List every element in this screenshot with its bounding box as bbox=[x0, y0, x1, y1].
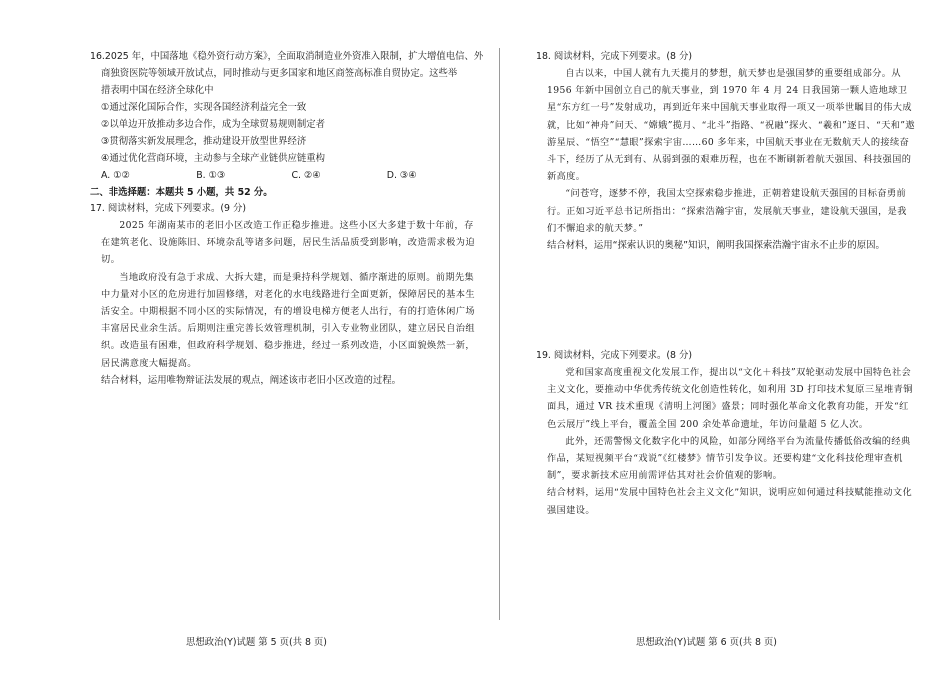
q16-choice-d: D. ③④ bbox=[386, 170, 417, 181]
question-18 bbox=[536, 48, 916, 254]
q17-task: 结合材料，运用唯物辩证法发展的观点，阐述该市老旧小区改造的过程。 bbox=[101, 374, 402, 386]
q16-stem-line-3: 措表明中国在经济全球化中 bbox=[101, 85, 214, 96]
q16-stem-line-2: 商独资医院等领域开放试点，同时推动与更多国家和地区商签高标准自贸协定。这些举 bbox=[101, 68, 458, 79]
right-page bbox=[536, 0, 916, 688]
q18-paragraph-2: “问苍穹，逐梦不停，我国太空探索稳步推进，正朝着建设航天强国的目标奋勇前行。正如习近平总书记所指出：“探索浩瀚宇宙，发展航天事业，建设航天强国，是我们不懈追求的航天梦。” bbox=[547, 188, 907, 234]
q16-choice-b: B. ①③ bbox=[196, 170, 226, 181]
q16-stem-line-1: 16.2025 年，中国落地《稳外资行动方案》，全面取消制造业外资准入限制，扩大增值电信、外 bbox=[90, 51, 484, 62]
q19-task: 结合材料，运用“发展中国特色社会主义文化”知识，说明应如何通过科技赋能推动文化强国建设。 bbox=[547, 487, 913, 516]
page-divider bbox=[499, 48, 500, 620]
section-heading-nonchoice: 二、非选择题：本题共 5 小题，共 52 分。 bbox=[90, 187, 273, 198]
q16-choice-a: A. ①② bbox=[101, 170, 131, 181]
q19-paragraph-1: 党和国家高度重视文化发展工作，提出以“文化＋科技”双轮驱动发展中国特色社会主义文化，要推动中华优秀传统文化创造性转化，如利用 3D 打印技术复原三星堆青铜面具，通过 VR 技术重现《清明上河图》盛景；同时强化革命文化教育功能，开发“红色云展厅”线上平台，覆盖全国 200 余处革命遗址，年访问量超 5 亿人次。 bbox=[547, 367, 913, 430]
q16-statement-2: ②以单边开放推动多边合作，成为全球贸易规则制定者 bbox=[101, 119, 326, 130]
q16-choice-c: C. ②④ bbox=[291, 170, 321, 181]
left-page bbox=[90, 0, 482, 688]
right-page-footer: 思想政治(Y)试题 第 6 页(共 8 页) bbox=[636, 637, 777, 648]
q19-task-wrap bbox=[536, 484, 916, 518]
q19-paragraph-2: 此外，还需警惕文化数字化中的风险，如部分网络平台为流量传播低俗改编的经典作品，某短视频平台“戏说”《红楼梦》情节引发争议。还要构建“文化科技伦理审查机制”，要求新技术应用前需评估其对社会价值观的影响。 bbox=[547, 435, 911, 482]
q17-material bbox=[90, 217, 482, 372]
q18-material bbox=[536, 65, 916, 237]
q17-heading: 17. 阅读材料，完成下列要求。(9 分) bbox=[90, 203, 247, 214]
q17-paragraph-1: 2025 年湖南某市的老旧小区改造工作正稳步推进。这些小区大多建于数十年前，存在建筑老化、设施陈旧、环境杂乱等诸多问题，居民生活品质受到影响，改造需求极为迫切。 bbox=[101, 220, 475, 266]
q16-statement-1: ①通过深化国际合作，实现各国经济利益完全一致 bbox=[101, 102, 307, 113]
question-17 bbox=[90, 200, 482, 389]
q16-statement-4: ④通过优化营商环境，主动参与全球产业链供应链重构 bbox=[101, 153, 326, 164]
question-16 bbox=[90, 48, 482, 184]
q19-heading: 19. 阅读材料，完成下列要求。(8 分) bbox=[536, 350, 693, 361]
q18-heading: 18. 阅读材料，完成下列要求。(8 分) bbox=[536, 51, 693, 62]
q17-paragraph-2: 当地政府没有急于求成、大拆大建，而是秉持科学规划、循序渐进的原则。前期先集中力量对小区的危房进行加固修缮，对老化的水电线路进行全面更新，保障居民的基本生活安全。中期根据不同小区的实际情况，有的增设电梯方便老人出行，有的打造休闲广场丰富居民业余生活。后期则注重完善长效管理机制，引入专业物业团队，建立居民自治组织。改造虽有困难，但政府科学规划、稳步推进，经过一系列改造，小区面貌焕然一新，居民满意度大幅提高。 bbox=[101, 271, 475, 369]
q19-material bbox=[536, 364, 916, 484]
q16-choices bbox=[90, 167, 482, 184]
left-page-footer: 思想政治(Y)试题 第 5 页(共 8 页) bbox=[186, 637, 327, 648]
q16-statement-3: ③贯彻落实新发展理念，推动建设开放型世界经济 bbox=[101, 136, 307, 147]
q18-task: 结合材料，运用“探索认识的奥秘”知识，阐明我国探索浩瀚宇宙永不止步的原因。 bbox=[547, 240, 885, 252]
q18-paragraph-1: 自古以来，中国人就有九天揽月的梦想，航天梦也是强国梦的重要组成部分。从 1956 年新中国创立自己的航天事业，到 1970 年 4 月 24 日我国第一颗人造地球卫星“东方红一号”发射成功，再到近年来中国航天事业取得一项又一项举世瞩目的伟大成就，比如“神舟”问天、“嫦娥”揽月、“北斗”指路、“祝融”探火、“羲和”逐日、“天和”遨游星辰、“悟空”“慧眼”探索宇宙……60 多年来，中国航天事业在无数航天人的接续奋斗下，经历了从无到有、从弱到强的艰难历程，也在不断刷新着航天强国、科技强国的新高度。 bbox=[547, 68, 915, 183]
question-19 bbox=[536, 347, 916, 519]
